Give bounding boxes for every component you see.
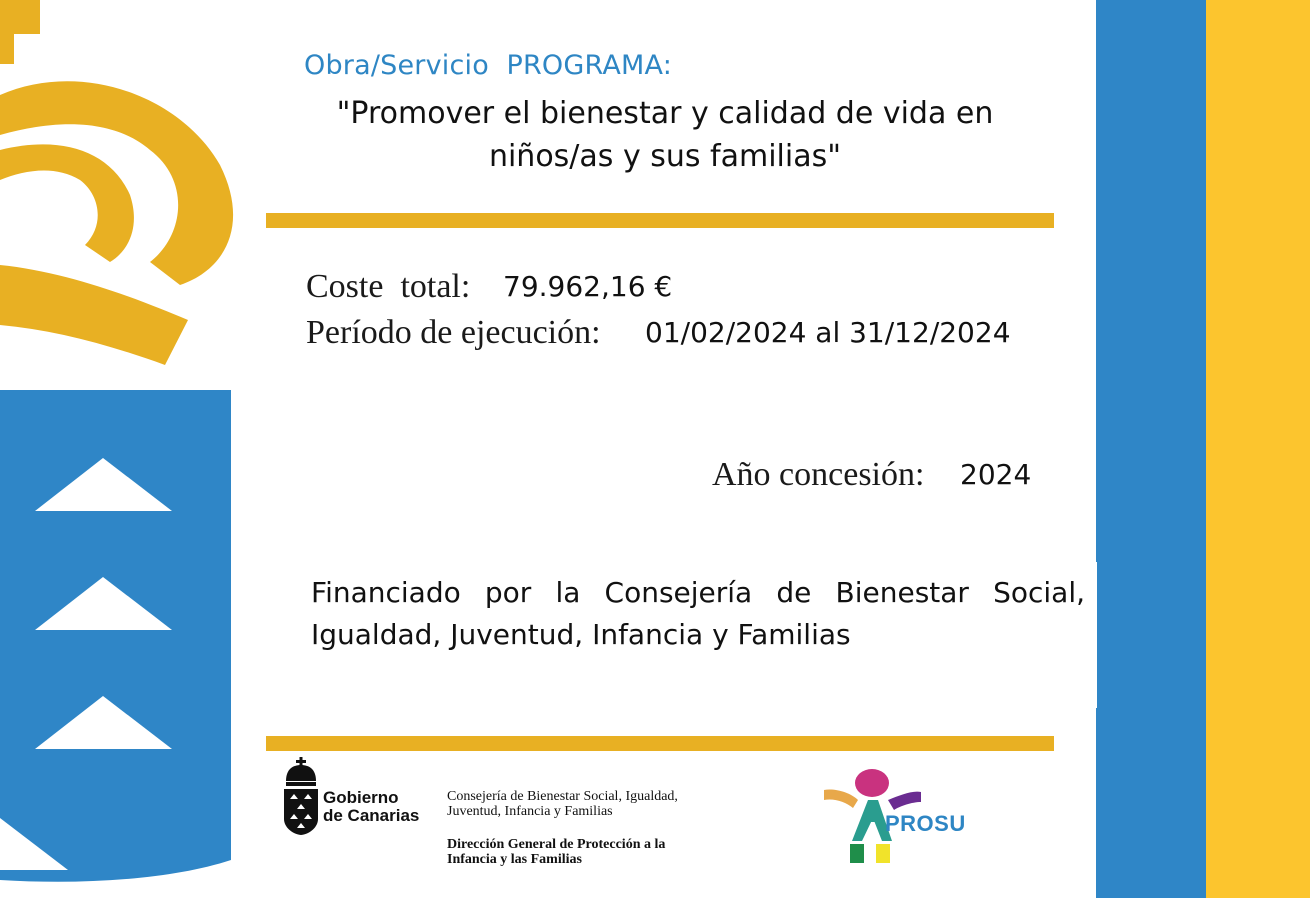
period-label: Período de ejecución: [306,314,601,351]
year-label: Año concesión: [712,456,925,493]
gobierno-line1: Gobierno [323,788,399,807]
aprosu-text: PROSU [885,811,966,836]
consejeria-text: Consejería de Bienestar Social, Igualdad, Juventud, Infancia y Familias [447,789,678,819]
program-label: Obra/Servicio PROGRAMA: [304,50,673,81]
top-gold-rule [266,213,1054,228]
bottom-gold-rule [266,736,1054,751]
program-title: "Promover el bienestar y calidad de vida en niños/as y sus familias" [336,96,994,174]
white-patch [1085,562,1097,708]
blue-stripe [1096,0,1206,898]
gobierno-line2: de Canarias [323,806,420,825]
year-value: 2024 [960,458,1032,491]
gobierno-name [323,789,419,825]
canarias-emblem-graphic [0,0,260,898]
cost-value: 79.962,16 € [503,270,673,303]
funding-text: Financiado por la Consejería de Bienestar Social, Igualdad, Juventud, Infancia y Familias [311,576,1085,651]
direccion-text: Dirección General de Protección a la Infancia y las Familias [447,837,666,867]
period-value: 01/02/2024 al 31/12/2024 [645,316,1011,349]
yellow-stripe [1206,0,1310,898]
cost-label: Coste total: [306,268,471,305]
gobierno-crest-icon [283,757,319,835]
